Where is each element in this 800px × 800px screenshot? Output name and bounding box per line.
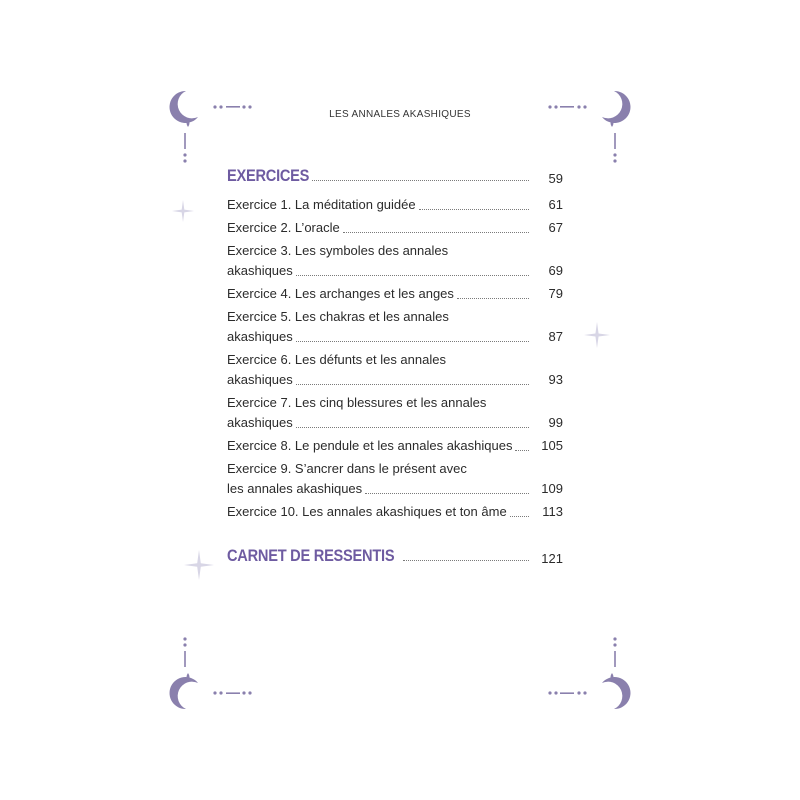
page-number: 109	[541, 481, 563, 496]
toc-entry[interactable]	[227, 436, 563, 456]
running-head: LES ANNALES AKASHIQUES	[329, 109, 471, 120]
sparkle-icon	[184, 550, 214, 580]
page-number: 61	[548, 197, 563, 212]
section-title: EXERCICES	[227, 166, 310, 185]
page-number: 121	[541, 551, 563, 566]
dot-leader	[296, 340, 529, 342]
entry-text: akashiques	[227, 263, 293, 278]
page-number: 67	[548, 220, 563, 235]
entry-text: Exercice 6. Les défunts et les annales	[227, 352, 446, 367]
entry-text: akashiques	[227, 415, 293, 430]
toc-entry[interactable]	[227, 218, 563, 238]
dot-leader	[296, 274, 529, 276]
page-number: 99	[548, 415, 563, 430]
toc-entry[interactable]	[227, 502, 563, 522]
dot-leader	[343, 231, 529, 233]
entry-text: akashiques	[227, 372, 293, 387]
entry-text: Exercice 7. Les cinq blessures et les annales	[227, 395, 487, 410]
toc-entry[interactable]	[227, 350, 563, 390]
dot-leader	[312, 179, 529, 181]
dot-leader	[515, 449, 529, 451]
dot-leader	[510, 515, 529, 517]
entry-text: Exercice 8. Le pendule et les annales akashiques	[227, 438, 513, 453]
toc-entry[interactable]	[227, 195, 563, 215]
page-number: 93	[548, 372, 563, 387]
dot-leader	[296, 426, 529, 428]
toc-entry[interactable]	[227, 393, 563, 433]
toc-entry[interactable]	[227, 241, 563, 281]
dot-leader	[365, 492, 529, 494]
entry-text: Exercice 3. Les symboles des annales	[227, 243, 449, 258]
page-number: 69	[548, 263, 563, 278]
page-number: 79	[548, 286, 563, 301]
entry-text: akashiques	[227, 329, 293, 344]
entry-text: Exercice 1. La méditation guidée	[227, 197, 416, 212]
entry-text: Exercice 9. S’ancrer dans le présent avec	[227, 461, 467, 476]
crescent-moon-icon	[540, 620, 640, 715]
dot-leader	[457, 297, 529, 299]
toc-entry[interactable]	[227, 307, 563, 347]
entry-text: Exercice 5. Les chakras et les annales	[227, 309, 449, 324]
section-heading-row[interactable]	[227, 540, 563, 566]
section-title: CARNET DE RESSENTIS	[227, 546, 395, 565]
entry-text: les annales akashiques	[227, 481, 363, 496]
entry-text: Exercice 2. L’oracle	[227, 220, 340, 235]
entry-text: Exercice 10. Les annales akashiques et ton âme	[227, 504, 507, 519]
toc-entries	[227, 195, 563, 522]
dot-leader	[296, 383, 529, 385]
toc-section-carnet	[227, 540, 563, 566]
section-heading-row[interactable]	[227, 160, 563, 186]
dot-leader	[403, 559, 529, 561]
toc-section-exercices	[227, 160, 563, 525]
page-number: 105	[541, 438, 563, 453]
page-number: 59	[548, 171, 563, 186]
page-number: 87	[548, 329, 563, 344]
sparkle-icon	[584, 322, 610, 348]
dot-leader	[419, 208, 529, 210]
toc-entry[interactable]	[227, 284, 563, 304]
crescent-moon-icon	[160, 620, 260, 715]
entry-text: Exercice 4. Les archanges et les anges	[227, 286, 454, 301]
toc-entry[interactable]	[227, 459, 563, 499]
page-number: 113	[542, 504, 563, 519]
sparkle-icon	[172, 200, 194, 222]
